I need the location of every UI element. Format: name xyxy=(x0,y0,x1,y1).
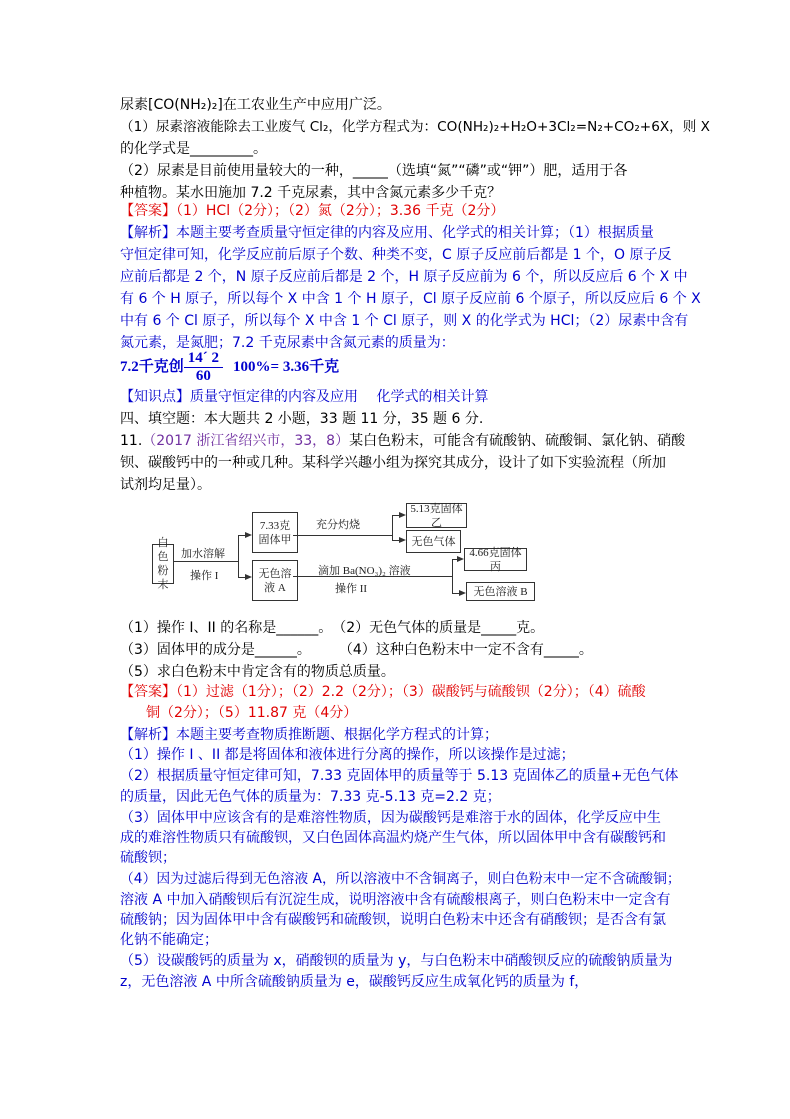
label-dissolve: 加水溶解 xyxy=(181,548,225,560)
q10-answer: 【答案】（1）HCl（2分）；（2）氮（2分）；3.36 千克（2分） xyxy=(120,203,505,219)
q11-source: （2017 浙江省绍兴市，33，8） xyxy=(142,433,350,449)
q11-analysis-line: z，无色溶液 A 中所含硫酸钠质量为 e，碳酸钙反应生成氧化钙的质量为 f， xyxy=(120,974,589,990)
q10-part2: （2）尿素是目前使用量较大的一种，_____（选填“氮”“磷”或“钾”）肥，适用于各 xyxy=(120,163,628,179)
box-solution-b: 无色溶液 B xyxy=(466,582,535,601)
arrow-icon xyxy=(399,512,406,518)
box-white-powder: 白色粉末 xyxy=(152,544,174,584)
arrow-icon xyxy=(245,574,252,580)
q11-analysis-line: 的质量，因此无色气体的质量为：7.33 克-5.13 克=2.2 克； xyxy=(120,789,501,805)
q10-part1: （1）尿素溶液能除去工业废气 Cl₂，化学方程式为：CO(NH₂)₂+H₂O+3Cl₂=N₂+CO₂+6X，则 X xyxy=(120,119,710,135)
q11-analysis-line: 化钠不能确定； xyxy=(120,932,218,948)
q11-analysis-line: 溶液 A 中加入硝酸钡后有沉淀生成，说明溶液中含有硫酸根离子，则白色粉末中一定含有 xyxy=(120,892,671,908)
q11-stem-text: 某白色粉末，可能含有硫酸钠、硫酸铜、氯化钠、硝酸 xyxy=(349,433,686,449)
q11-answer-cont: 铜（2分）；（5）11.87 克（4分） xyxy=(146,705,358,721)
q11-analysis-line: 硫酸钡； xyxy=(120,850,176,866)
box-solution-a: 无色溶液 A xyxy=(252,560,298,601)
q10-analysis-line: 中有 6 个 Cl 原子，所以每个 X 中含 1 个 Cl 原子，则 X 的化学式为 HCl；（2）尿素中含有 xyxy=(120,313,689,329)
q10-analysis-line: 氮元素，是氮肥；7.2 千克尿素中含氮元素的质量为： xyxy=(120,335,455,351)
flow-line xyxy=(452,559,453,594)
label-add-reagent: 滴加 Ba(NO₃)₂ 溶液 xyxy=(318,565,411,577)
formula-fraction xyxy=(184,350,223,385)
formula-left: 7.2千克创 xyxy=(120,358,184,375)
q10-analysis-line: 应前后都是 2 个，N 原子反应前后都是 2 个，H 原子反应前为 6 个，所以反应后 6 个 X 中 xyxy=(120,269,688,285)
flow-line xyxy=(238,535,239,578)
flow-line xyxy=(392,515,393,541)
box-solid-bing: 4.66克固体丙 xyxy=(464,548,527,571)
q11-analysis-line: （4）因为过滤后得到无色溶液 A，所以溶液中不含铜离子，则白色粉末中一定不含硫酸铜； xyxy=(120,871,681,887)
formula-denominator: 60 xyxy=(195,368,211,384)
q11-analysis-line: （1）操作 I 、II 都是将固体和液体进行分离的操作，所以该操作是过滤； xyxy=(120,747,575,763)
q10-part1-cont: 的化学式是_________。 xyxy=(120,141,267,157)
q10-analysis-line: 有 6 个 H 原子，所以每个 X 中含 1 个 H 原子，Cl 原子反应前 6 个原子，所以反应后 6 个 X xyxy=(120,291,701,307)
q10-knowledge: 【知识点】质量守恒定律的内容及应用 化学式的相关计算 xyxy=(120,389,489,405)
box-gas: 无色气体 xyxy=(406,530,461,553)
box-solid-yi: 5.13克固体乙 xyxy=(406,503,467,528)
q10-analysis-line: 守恒定律可知，化学反应前后原子个数、种类不变，C 原子反应前后都是 1 个，O 原子反 xyxy=(120,247,672,263)
label-op1: 操作 I xyxy=(190,570,219,582)
q11-answer: 【答案】（1）过滤（1分）；（2）2.2（2分）；（3）碳酸钙与硫酸钡（2分）；（4）硫酸 xyxy=(120,684,646,700)
flow-line xyxy=(293,535,392,536)
section-header: 四、填空题：本大题共 2 小题，33 题 11 分，35 题 6 分. xyxy=(120,411,484,427)
flow-line xyxy=(173,561,238,562)
q11-stem-cont: 试剂均足量）。 xyxy=(120,477,211,493)
q11-analysis-line: （2）根据质量守恒定律可知，7.33 克固体甲的质量等于 5.13 克固体乙的质量+无色气体 xyxy=(120,768,679,784)
box-solid-jia: 7.33克固体甲 xyxy=(252,512,298,553)
q11-question-1-2: （1）操作 I、II 的名称是______。 （2）无色气体的质量是_____克。 xyxy=(120,620,545,636)
q11-analysis-line: 【解析】本题主要考查物质推断题、根据化学方程式的计算； xyxy=(120,727,498,743)
arrow-icon xyxy=(457,556,464,562)
q11-analysis-line: 成的难溶性物质只有硫酸钡，又白色固体高温灼烧产生气体，所以固体甲中含有碳酸钙和 xyxy=(120,830,666,846)
arrow-icon xyxy=(245,532,252,538)
formula-right: 100%= 3.36千克 xyxy=(233,358,340,375)
q11-stem xyxy=(120,431,685,451)
q11-question-5: （5）求白色粉末中肯定含有的物质总质量。 xyxy=(120,664,395,680)
q11-analysis-line: （3）固体甲中应该含有的是难溶性物质，因为碳酸钙是难溶于水的固体，化学反应中生 xyxy=(120,810,661,826)
q10-analysis-line: 【解析】本题主要考查质量守恒定律的内容及应用、化学式的相关计算；（1）根据质量 xyxy=(120,225,654,241)
arrow-icon xyxy=(399,537,406,543)
q11-analysis-line: 硫酸钠；因为固体甲中含有碳酸钙和硫酸钡，说明白色粉末中还含有硝酸钡；是否含有氯 xyxy=(120,912,666,928)
q11-stem-cont: 钡、碳酸钙中的一种或几种。某科学兴趣小组为探究其成分，设计了如下实验流程（所加 xyxy=(120,455,666,471)
q11-analysis-line: （5）设碳酸钙的质量为 x，硝酸钡的质量为 y，与白色粉末中硝酸钡反应的硫酸钠质量为 xyxy=(120,953,673,969)
q11-question-3-4: （3）固体甲的成分是______。 （4）这种白色粉末中一定不含有_____。 xyxy=(120,642,593,658)
mass-formula xyxy=(120,350,339,385)
arrow-icon xyxy=(459,590,466,596)
q11-number: 11. xyxy=(120,433,143,449)
label-burn: 充分灼烧 xyxy=(316,519,360,531)
q10-intro: 尿素[CO(NH₂)₂]在工农业生产中应用广泛。 xyxy=(120,97,391,113)
flow-line xyxy=(392,515,400,516)
flow-line xyxy=(392,540,400,541)
formula-numerator: 14´ 2 xyxy=(184,350,223,368)
label-op2: 操作 II xyxy=(335,583,368,595)
q10-part2-cont: 种植物。某水田施加 7.2 千克尿素，其中含氮元素多少千克？ xyxy=(120,185,502,201)
